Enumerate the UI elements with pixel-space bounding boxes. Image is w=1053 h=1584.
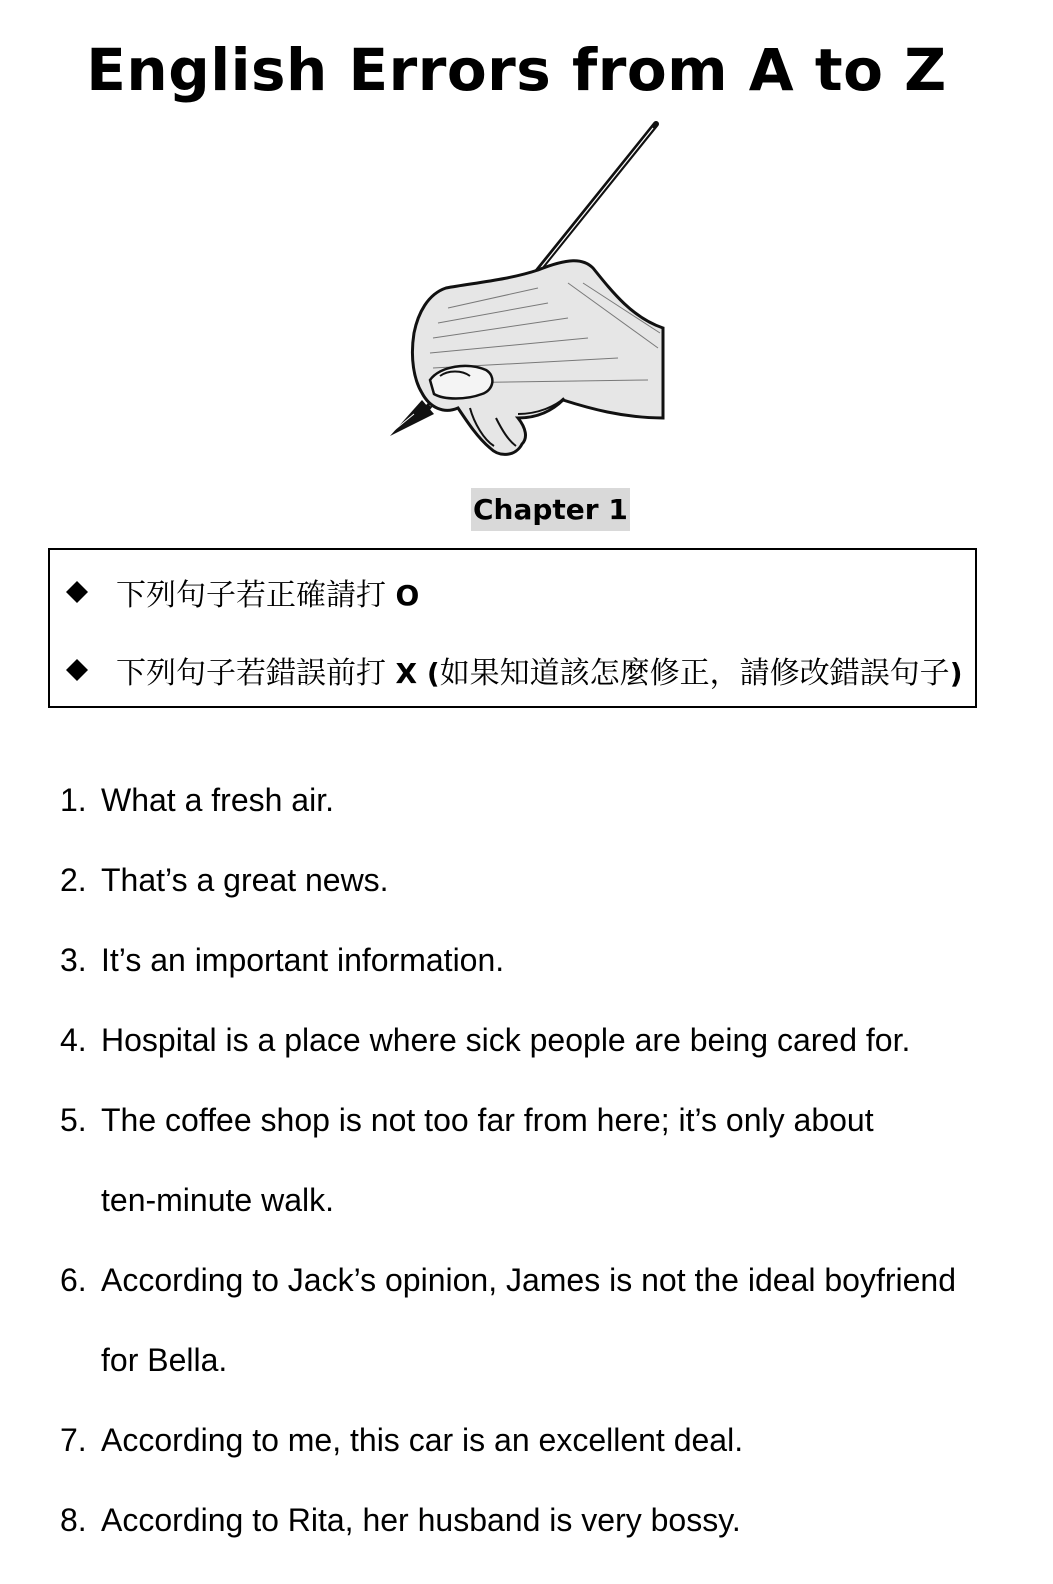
item-sentence: According to me, this car is an excellent deal. bbox=[101, 1422, 744, 1458]
instruction-wrong-mark: X ( bbox=[395, 657, 440, 690]
item-number: 8. bbox=[60, 1502, 87, 1538]
item-sentence: The coffee shop is not too far from here; it’s only about bbox=[101, 1102, 874, 1138]
item-number: 6. bbox=[60, 1262, 87, 1298]
item-sentence: According to Jack’s opinion, James is not the ideal boyfriend bbox=[101, 1262, 956, 1298]
list-item bbox=[60, 840, 1020, 920]
exercise-list bbox=[60, 760, 1020, 1560]
list-item bbox=[60, 760, 1020, 840]
instruction-correct-text: 下列句子若正確請打 bbox=[116, 578, 396, 613]
item-sentence: It’s an important information. bbox=[101, 942, 505, 978]
instruction-wrong-note: 如果知道該怎麼修正，請修改錯誤句子 bbox=[439, 656, 950, 691]
item-sentence-continuation: ten-minute walk. bbox=[101, 1182, 334, 1218]
item-number: 1. bbox=[60, 782, 87, 818]
chapter-label: Chapter 1 bbox=[471, 488, 630, 531]
instruction-wrong-text: 下列句子若錯誤前打 bbox=[116, 656, 396, 691]
page-title: English Errors from A to Z bbox=[86, 36, 947, 104]
list-item bbox=[60, 1480, 1020, 1560]
list-item bbox=[60, 920, 1020, 1000]
item-sentence: According to Rita, her husband is very bossy. bbox=[101, 1502, 741, 1538]
list-item bbox=[60, 1240, 1020, 1400]
instruction-box bbox=[48, 548, 977, 708]
item-sentence: What a fresh air. bbox=[101, 782, 334, 818]
list-item bbox=[60, 1000, 1020, 1080]
item-sentence: Hospital is a place where sick people are being cared for. bbox=[101, 1022, 911, 1058]
list-item bbox=[60, 1400, 1020, 1480]
diamond-bullet-icon bbox=[64, 572, 90, 612]
diamond-bullet-icon bbox=[64, 650, 90, 690]
item-number: 7. bbox=[60, 1422, 87, 1458]
item-number: 4. bbox=[60, 1022, 87, 1058]
instruction-wrong bbox=[64, 650, 962, 690]
item-sentence-continuation: for Bella. bbox=[101, 1342, 228, 1378]
instruction-correct-mark: O bbox=[395, 579, 420, 612]
instruction-wrong-close: ) bbox=[949, 657, 963, 690]
list-item bbox=[60, 1080, 1020, 1240]
item-number: 5. bbox=[60, 1102, 87, 1138]
item-number: 3. bbox=[60, 942, 87, 978]
instruction-correct bbox=[64, 572, 419, 612]
item-sentence: That’s a great news. bbox=[101, 862, 389, 898]
item-number: 2. bbox=[60, 862, 87, 898]
hand-holding-dip-pen-icon bbox=[378, 118, 670, 463]
